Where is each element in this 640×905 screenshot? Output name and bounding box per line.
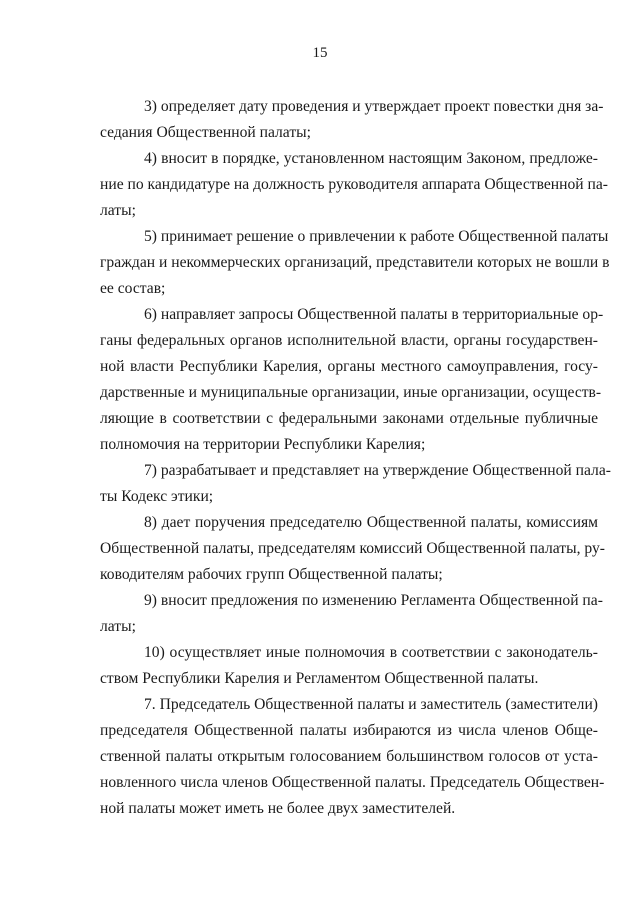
list-item-6	[100, 302, 604, 458]
list-item-3	[100, 94, 604, 146]
text-line: 7) разрабатывает и представляет на утверждение Общественной пала-	[144, 462, 611, 479]
list-item-7	[100, 458, 611, 510]
text-line: Общественной палаты, председателям комиссий Общественной палаты, ру-	[100, 540, 605, 557]
text-line: 6) направляет запросы Общественной палаты в территориальные ор-	[144, 306, 604, 323]
text-line: дарственные и муниципальные организации, иные организации, осуществ-	[100, 384, 602, 401]
text-line: латы;	[100, 618, 136, 635]
text-line: ной власти Республики Карелия, органы местного самоуправления, госу-	[100, 358, 598, 375]
text-line: 5) принимает решение о привлечении к работе Общественной палаты	[144, 228, 609, 245]
list-item-8	[100, 510, 605, 588]
text-line: 3) определяет дату проведения и утверждает проект повестки дня за-	[144, 98, 604, 115]
list-item-5	[100, 224, 610, 302]
text-line: граждан и некоммерческих организаций, представители которых не вошли в	[100, 254, 610, 271]
text-line: 8) дает поручения председателю Общественной палаты, комиссиям	[144, 514, 598, 531]
text-line: 9) вносит предложения по изменению Регламента Общественной па-	[144, 592, 603, 609]
text-line: председателя Общественной палаты избираются из числа членов Обще-	[100, 722, 598, 739]
text-line: ганы федеральных органов исполнительной власти, органы государствен-	[100, 332, 598, 349]
text-line: ее состав;	[100, 280, 166, 297]
text-line: ты Кодекс этики;	[100, 488, 214, 505]
text-line: ководителям рабочих групп Общественной палаты;	[100, 566, 443, 583]
text-line: полномочия на территории Республики Карелия;	[100, 436, 426, 453]
text-line: седания Общественной палаты;	[100, 124, 311, 141]
text-line: 4) вносит в порядке, установленном настоящим Законом, предложе-	[144, 150, 598, 167]
clause-7-paragraph	[100, 692, 605, 822]
list-item-4	[100, 146, 608, 224]
text-line: ляющие в соответствии с федеральными законами отдельные публичные	[100, 410, 598, 427]
text-line: ной палаты может иметь не более двух заместителей.	[100, 800, 456, 817]
list-item-10	[100, 640, 598, 692]
text-line: ние по кандидатуре на должность руководителя аппарата Общественной па-	[100, 176, 608, 193]
list-item-9	[100, 588, 603, 640]
text-line: 10) осуществляет иные полномочия в соответствии с законодатель-	[144, 644, 598, 661]
text-line: латы;	[100, 202, 136, 219]
text-line: ством Республики Карелия и Регламентом Общественной палаты.	[100, 670, 539, 687]
document-body	[100, 94, 611, 822]
text-line: 7. Председатель Общественной палаты и заместитель (заместители)	[144, 696, 598, 713]
text-line: ственной палаты открытым голосованием большинством голосов от уста-	[100, 748, 598, 765]
text-line: новленного числа членов Общественной палаты. Председатель Обществен-	[100, 774, 605, 791]
page-number: 15	[312, 45, 328, 61]
